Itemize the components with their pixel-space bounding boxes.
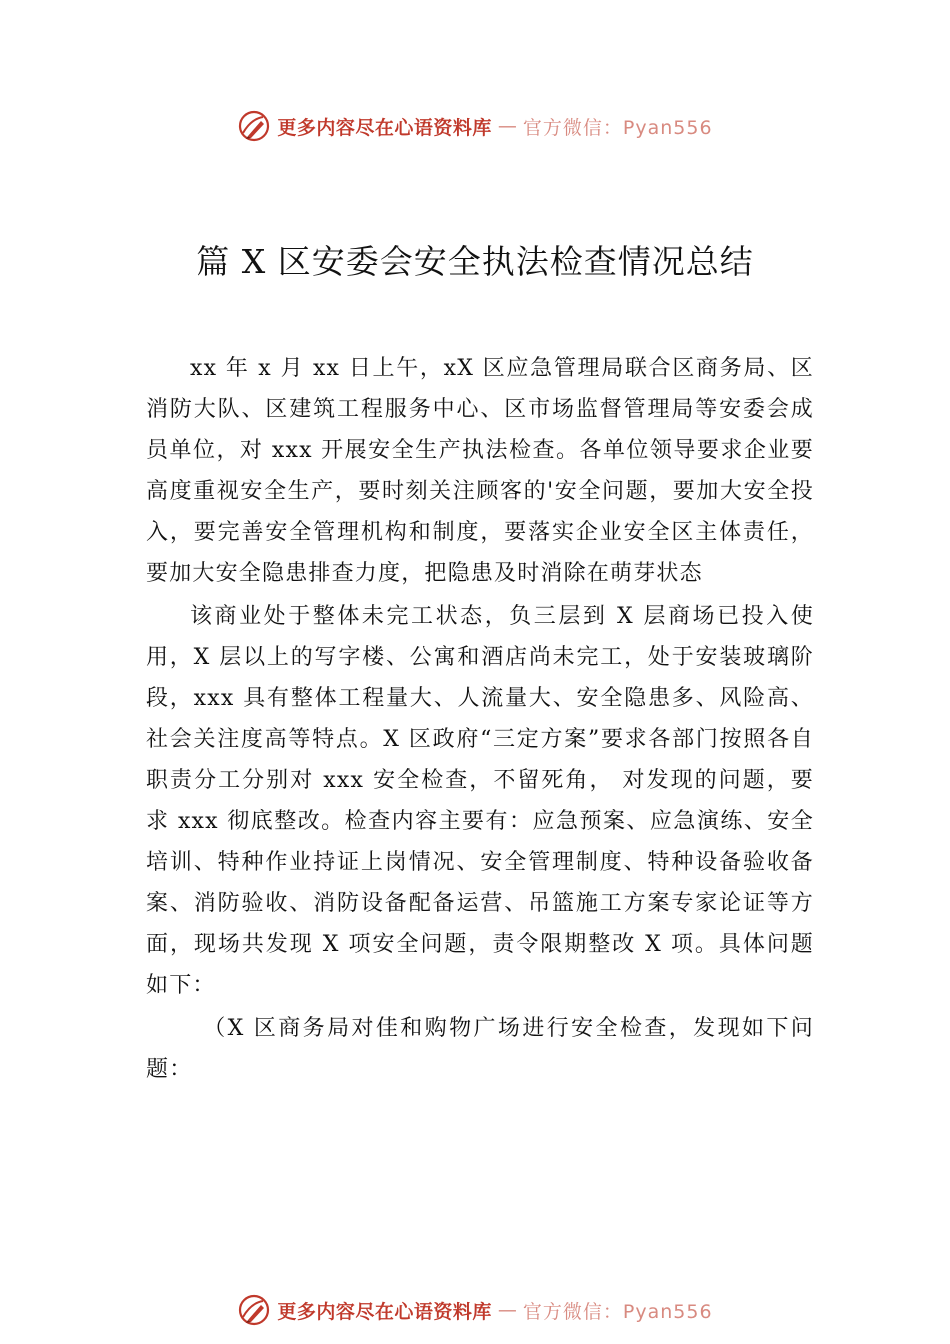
watermark-contact: 官方微信：Pyan556 xyxy=(522,116,713,139)
paragraph-2: 该商业处于整体未完工状态，负三层到 X 层商场已投入使用，X 层以上的写字楼、公寓和酒店尚未完工，处于安装玻璃阶段，xxx 具有整体工程量大、人流量大、安全隐患多、风险高、社会关注度高等特点。X 区政府“三定方案”要求各部门按照各自职责分工分别对 xxx 安全检查，不留死角， 对发现的问题，要求 xxx 彻底整改。检查内容主要有：应急预案、应急演练、安全培训、特种作业持证上岗情况、安全管理制度、特种设备验收备案、消防验收、消防设备配备运营、吊篮施工方案专家论证等方面，现场共发现 X 项安全问题，责令限期整改 X 项。具体问题如下： xyxy=(146,604,814,998)
watermark-header xyxy=(0,106,950,146)
watermark-main-text: 更多内容尽在心语资料库 xyxy=(277,1300,492,1323)
watermark-main-text: 更多内容尽在心语资料库 xyxy=(277,116,492,139)
watermark-contact: 官方微信：Pyan556 xyxy=(522,1300,713,1323)
pen-circle-logo-icon xyxy=(237,1293,271,1327)
paragraph-1: xx 年 x 月 xx 日上午，xX 区应急管理局联合区商务局、区消防大队、区建筑工程服务中心、区市场监督管理局等安委会成员单位，对 xxx 开展安全生产执法检查。各单位领导要求企业要高度重视安全生产，要时刻关注顾客的'安全问题，要加大安全投入，要完善安全管理机构和制度，要落实企业安全区主体责任，要加大安全隐患排查力度，把隐患及时消除在萌芽状态 xyxy=(146,356,814,586)
paragraph-3: （X 区商务局对佳和购物广场进行安全检查，发现如下问题： xyxy=(146,1016,814,1082)
watermark-footer xyxy=(0,1290,950,1330)
document-title: 篇 X 区安委会安全执法检查情况总结 xyxy=(196,242,754,281)
watermark-separator: — xyxy=(497,1299,517,1321)
document-body xyxy=(146,348,814,1092)
watermark-separator: — xyxy=(497,115,517,137)
pen-circle-logo-icon xyxy=(237,109,271,143)
